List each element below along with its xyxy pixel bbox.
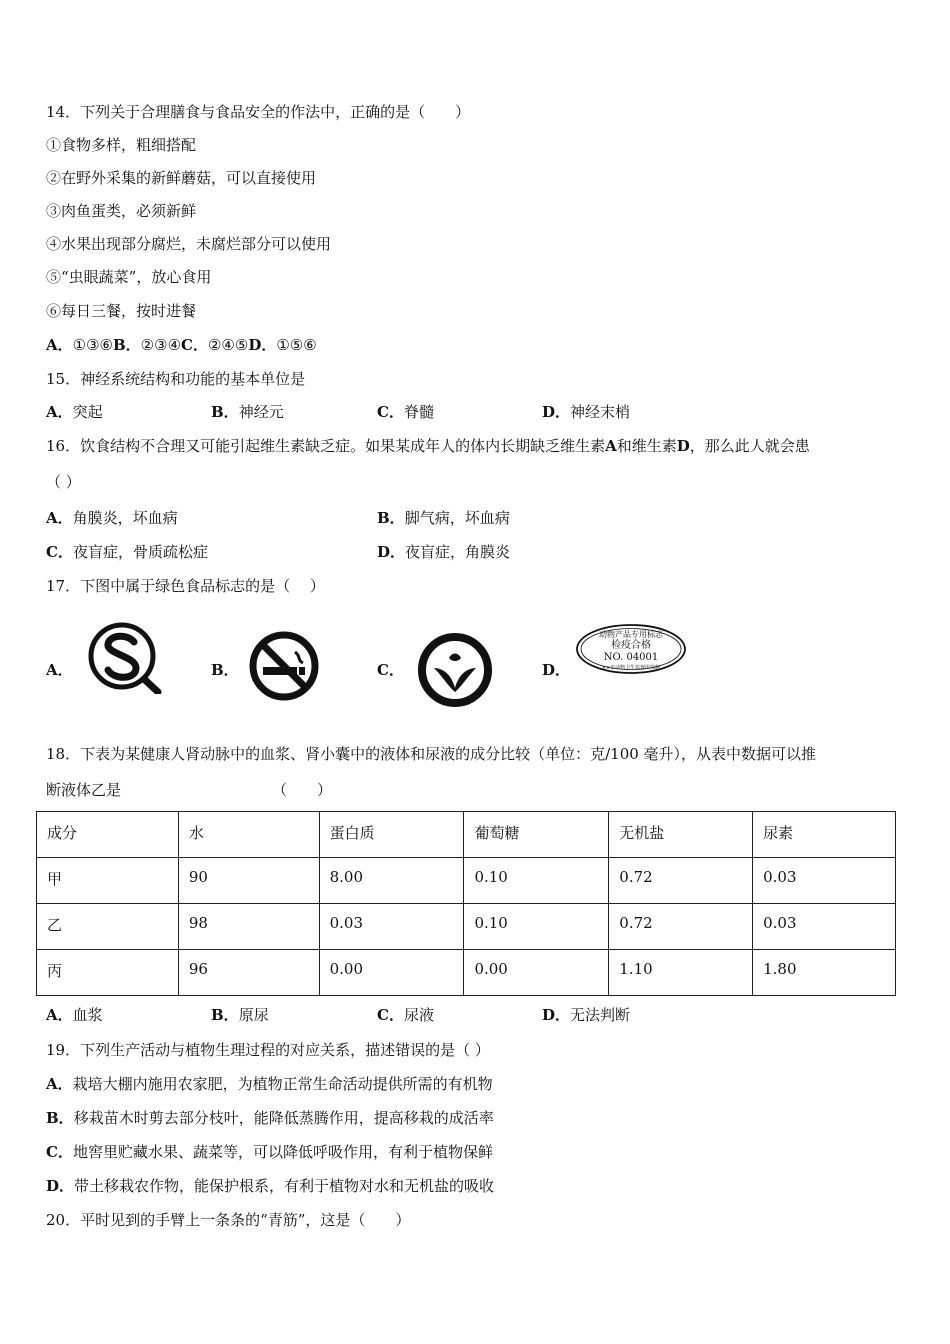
q19-option-a-text: 栽培大棚内施用农家肥，为植物正常生命活动提供所需的有机物 xyxy=(72,1075,493,1093)
table-cell: 98 xyxy=(178,904,319,950)
q19-option-d xyxy=(46,1176,494,1196)
q14-item-2: ②在野外采集的新鲜蘑菇，可以直接使用 xyxy=(46,169,317,187)
q18-option-d xyxy=(542,1005,630,1025)
q16-option-d xyxy=(377,542,510,562)
table-header-row xyxy=(37,812,896,858)
table-cell: 乙 xyxy=(37,904,179,950)
q19-option-a xyxy=(46,1074,493,1094)
q18-stem-line2: 断液体乙是 xyxy=(46,781,122,799)
q15-option-d-label: D． xyxy=(542,403,571,421)
table-cell: 0.03 xyxy=(753,904,896,950)
q18-option-d-text: 无法判断 xyxy=(570,1006,631,1024)
table-cell: 0.00 xyxy=(319,950,464,996)
table-cell: 1.10 xyxy=(609,950,753,996)
q19-option-d-text: 带土移栽农作物，能保护根系，有利于植物对水和无机盐的吸收 xyxy=(74,1177,495,1195)
q15-option-d xyxy=(542,402,630,422)
q19-option-d-label: D． xyxy=(46,1177,75,1195)
q18-option-b-label: B． xyxy=(211,1006,239,1024)
q14-option-d-label: D． xyxy=(248,336,277,354)
table-cell: 0.10 xyxy=(464,858,609,904)
q19-option-b xyxy=(46,1108,494,1128)
table-header-cell: 尿素 xyxy=(753,812,896,858)
q16-option-a-label: A． xyxy=(46,509,73,527)
q14-item-1: ①食物多样，粗细搭配 xyxy=(46,136,197,154)
q16-option-b-text: 脚气病，坏血病 xyxy=(404,509,510,527)
q16-option-a-text: 角膜炎，坏血病 xyxy=(72,509,178,527)
green-food-mark-icon xyxy=(414,632,496,708)
q19-option-c xyxy=(46,1142,493,1162)
q17-option-d-label: D． xyxy=(542,661,571,679)
q14-option-c: ②④⑤ xyxy=(207,336,249,354)
q19-option-c-label: C． xyxy=(46,1143,73,1161)
q16-stem-line2: （ ） xyxy=(46,473,81,491)
q16-vitamin-d: D xyxy=(676,437,690,455)
q16-option-b-label: B． xyxy=(377,509,405,527)
q16-stem-part1: 16．饮食结构不合理又可能引起维生素缺乏症。如果某成年人的体内长期缺乏维生素 xyxy=(46,437,606,455)
q15-option-a-text: 突起 xyxy=(72,403,103,421)
q18-stem-line1: 18．下表为某健康人肾动脉中的血浆、肾小囊中的液体和尿液的成分比较（单位：克/100 毫升），从表中数据可以推 xyxy=(46,745,817,763)
q18-option-c xyxy=(377,1005,434,1025)
table-cell: 96 xyxy=(178,950,319,996)
q18-option-a-text: 血浆 xyxy=(72,1006,103,1024)
q16-option-c xyxy=(46,542,208,562)
table-cell: 0.03 xyxy=(319,904,464,950)
q19-option-b-label: B． xyxy=(46,1109,74,1127)
q16-stem-part3: ，那么此人就会患 xyxy=(689,437,810,455)
q18-option-c-label: C． xyxy=(377,1006,404,1024)
q15-option-b-text: 神经元 xyxy=(238,403,284,421)
q16-stem xyxy=(46,436,810,456)
q14-item-4: ④水果出现部分腐烂，未腐烂部分可以使用 xyxy=(46,235,332,253)
q14-item-3: ③肉鱼蛋类，必须新鲜 xyxy=(46,202,197,220)
q17-stem: 17．下图中属于绿色食品标志的是（ ） xyxy=(46,577,325,595)
q14-option-b-label: B． xyxy=(112,336,141,354)
q14-item-5: ⑤“虫眼蔬菜”，放心食用 xyxy=(46,268,212,286)
q18-option-a xyxy=(46,1005,103,1025)
table-row xyxy=(37,858,896,904)
q16-option-b xyxy=(377,508,510,528)
q16-option-a xyxy=(46,508,178,528)
table-cell: 0.72 xyxy=(609,904,753,950)
table-cell: 8.00 xyxy=(319,858,464,904)
q14-option-b: ②③④ xyxy=(140,336,182,354)
q18-option-a-label: A． xyxy=(46,1006,73,1024)
q16-option-c-text: 夜盲症，骨质疏松症 xyxy=(72,543,208,561)
composition-table xyxy=(36,811,896,996)
table-row xyxy=(37,904,896,950)
table-header-cell: 蛋白质 xyxy=(319,812,464,858)
qs-mark-icon xyxy=(84,622,164,694)
stamp-top-text: 动物产品专用标志 xyxy=(599,630,663,639)
q15-stem: 15．神经系统结构和功能的基本单位是 xyxy=(46,370,306,388)
table-cell: 甲 xyxy=(37,858,179,904)
table-cell: 0.72 xyxy=(609,858,753,904)
q15-option-c-label: C． xyxy=(377,403,404,421)
q16-vitamin-a: A xyxy=(605,437,617,455)
q17-option-c-label: C． xyxy=(377,661,404,679)
q14-options xyxy=(46,335,317,355)
no-smoking-icon xyxy=(243,630,325,702)
q19-option-c-text: 地窖里贮藏水果、蔬菜等，可以降低呼吸作用，有利于植物保鲜 xyxy=(72,1143,493,1161)
q19-option-a-label: A． xyxy=(46,1075,73,1093)
q14-option-a: ①③⑥ xyxy=(72,336,113,354)
q15-option-c xyxy=(377,402,434,422)
q16-option-d-text: 夜盲症，角膜炎 xyxy=(405,543,511,561)
stamp-bottom-text: ××市动物卫生监督所监制 xyxy=(601,665,661,671)
table-cell: 0.10 xyxy=(464,904,609,950)
table-row xyxy=(37,950,896,996)
q18-option-c-text: 尿液 xyxy=(403,1006,434,1024)
q15-option-a xyxy=(46,402,103,422)
table-cell: 0.00 xyxy=(464,950,609,996)
table-cell: 1.80 xyxy=(753,950,896,996)
q14-stem: 14．下列关于合理膳食与食品安全的作法中，正确的是（ ） xyxy=(46,103,471,121)
q14-option-d: ①⑤⑥ xyxy=(276,336,317,354)
q17-option-b-label: B． xyxy=(211,661,239,679)
q15-option-a-label: A． xyxy=(46,403,73,421)
q16-option-d-label: D． xyxy=(377,543,406,561)
q20-stem: 20．平时见到的手臂上一条条的“青筋”，这是（ ） xyxy=(46,1211,411,1229)
stamp-middle-text: 检疫合格 xyxy=(611,640,651,651)
table-header-cell: 葡萄糖 xyxy=(464,812,609,858)
table-header-cell: 无机盐 xyxy=(609,812,753,858)
q19-stem: 19．下列生产活动与植物生理过程的对应关系，描述错误的是（ ） xyxy=(46,1041,490,1059)
q18-option-d-label: D． xyxy=(542,1006,571,1024)
q15-option-d-text: 神经末梢 xyxy=(570,403,631,421)
q16-option-c-label: C． xyxy=(46,543,73,561)
q14-option-a-label: A． xyxy=(46,336,73,354)
q18-paren: （ ） xyxy=(272,781,333,799)
q18-option-b xyxy=(211,1005,269,1025)
table-cell: 90 xyxy=(178,858,319,904)
q18-option-b-text: 原尿 xyxy=(238,1006,269,1024)
q14-option-c-label: C． xyxy=(181,336,208,354)
q15-option-b-label: B． xyxy=(211,403,239,421)
stamp-number: NO. 04001 xyxy=(603,652,659,663)
q15-option-b xyxy=(211,402,284,422)
q19-option-b-text: 移栽苗木时剪去部分枝叶，能降低蒸腾作用，提高移栽的成活率 xyxy=(73,1109,494,1127)
table-header-cell: 水 xyxy=(178,812,319,858)
table-cell: 丙 xyxy=(37,950,179,996)
table-cell: 0.03 xyxy=(753,858,896,904)
q15-option-c-text: 脊髓 xyxy=(403,403,434,421)
q17-option-a-label: A． xyxy=(46,661,73,679)
q14-item-6: ⑥每日三餐，按时进餐 xyxy=(46,302,197,320)
q16-stem-part2: 和维生素 xyxy=(616,437,677,455)
table-header-cell: 成分 xyxy=(37,812,179,858)
quarantine-stamp-icon xyxy=(574,622,688,676)
